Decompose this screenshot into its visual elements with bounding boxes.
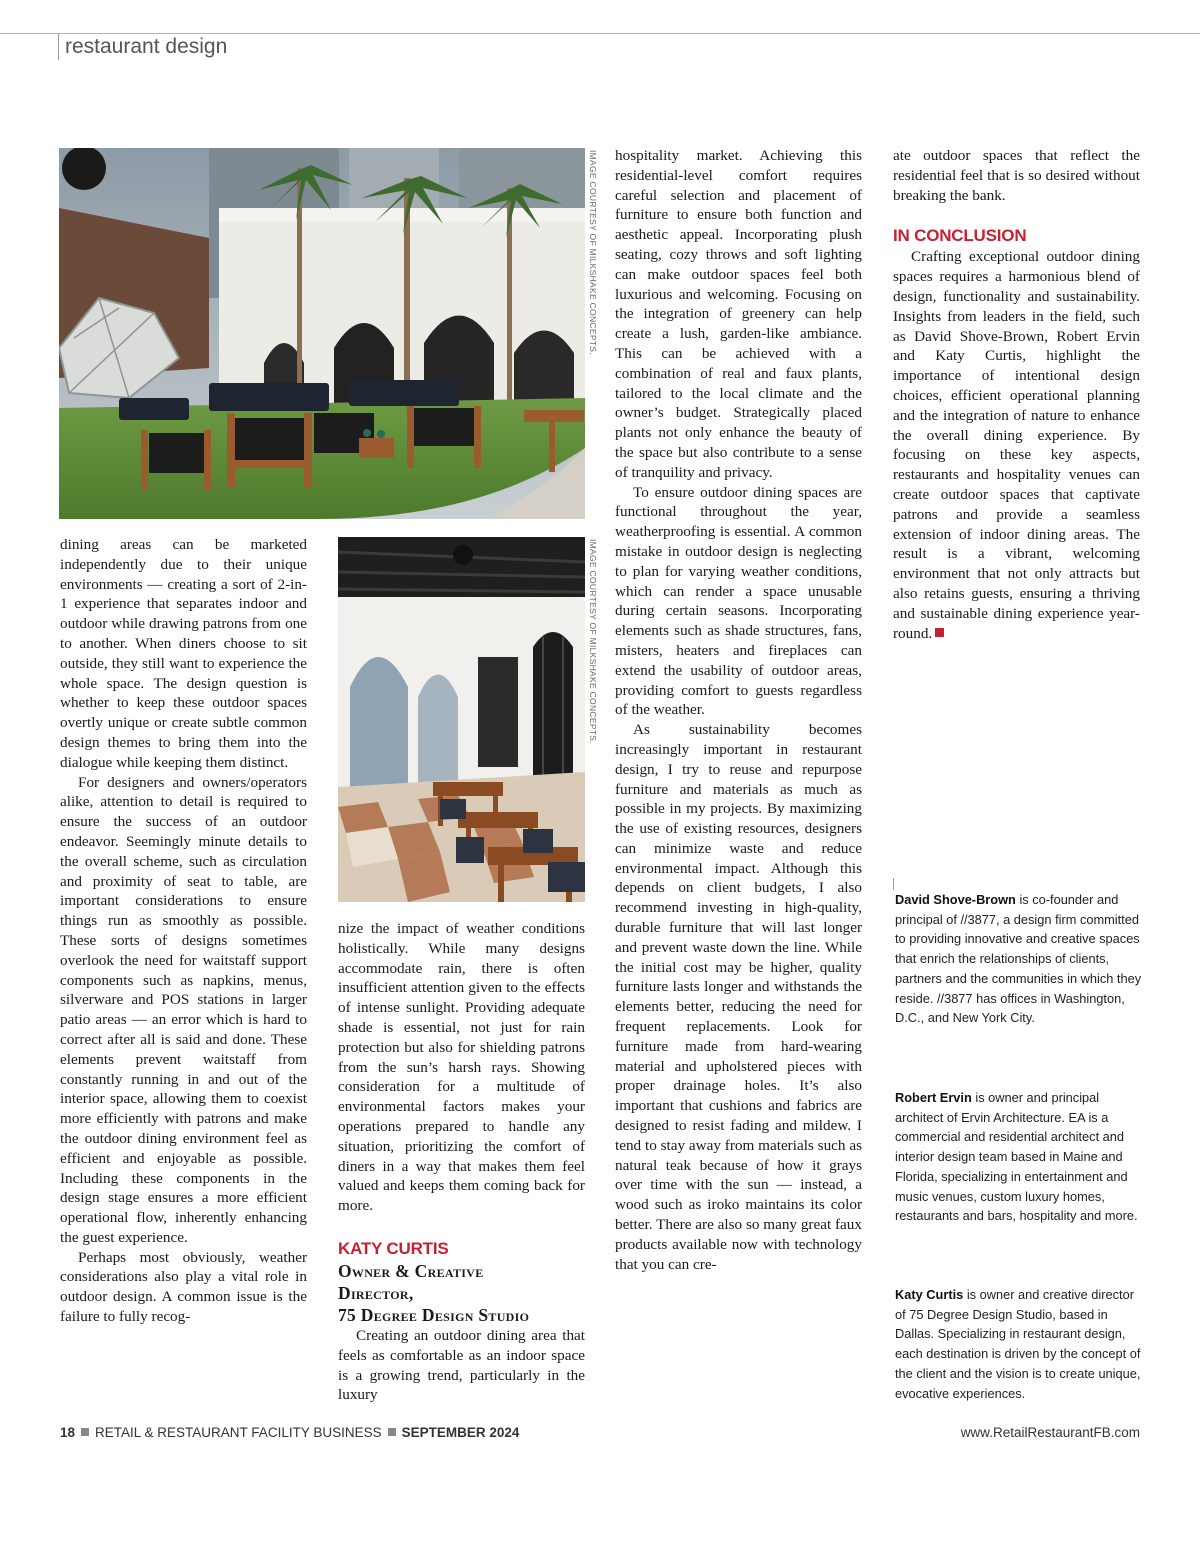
- col1-paragraph-3: Perhaps most obviously, weather considerations also play a vital role in outdoor design. A common issue is the failure to fully recog-: [60, 1248, 307, 1326]
- photo-credit-2: IMAGE COURTESY OF MILKSHAKE CONCEPTS.: [588, 539, 598, 744]
- col1-paragraph-2: For designers and owners/operators alike, attention to detail is required to ensure the success of an outdoor endeavor. Seemingly minute details to the overall scheme, such as circulation and proximity of seat to table, are important considerations to ensure things run as smoothly as possible. These sorts of designs sometimes overlook the need for waitstaff support components such as napkins, menus, silverware and POS stations in larger patio areas — an error which is hard to correct after all is said and done. These elements prevent waitstaff from constantly running in and out of the interior space, allowing them to coexist more efficiently with patrons and make the outdoor dining environment feel as efficient and enjoyable as possible. Including these components in the design stage ensures a more efficient operational flow, inherently enhancing the guest experience.: [60, 773, 307, 1246]
- column-3: [615, 146, 862, 1274]
- column-4: [893, 146, 1140, 643]
- arcade-photo-art: [338, 537, 585, 902]
- col3-paragraph-3: As sustainability becomes increasingly important in restaurant design, I try to reuse and repurpose furniture and materials as much as possible in my projects. By maximizing the use of existing resources, designers can minimize waste and reduce environmental impact. Although this depends on client budgets, I also recommend investing in high-quality, durable furniture that will last longer and prevent waste down the line. While the initial cost may be higher, quality furniture lasts longer and withstands the elements better, reducing the need for frequent replacements. Look for furniture made from hard-wearing material and upholstered pieces with proper drainage holes. It’s also important that cushions and fabrics are designed to resist fading and mildew. I tend to stay away from materials such as natural teak because of how it grays over time with the sun — instead, a wood such as iroko maintains its color better. There are also so many great faux products available now with technology that you can cre-: [615, 721, 862, 1273]
- katy-curtis-title-line-3: 75 Degree Design Studio: [338, 1304, 530, 1325]
- conclusion-heading: IN CONCLUSION: [893, 226, 1027, 246]
- bio-david-shove-brown: [895, 890, 1145, 1028]
- bio-text: is owner and creative director of 75 Degree Design Studio, based in Dallas. Specializing in restaurant design, each destination is driven by the concept of the client and the vision is to create unique, evocative experiences.: [895, 1287, 1141, 1401]
- photo-credit-1: IMAGE COURTESY OF MILKSHAKE CONCEPTS.: [588, 150, 598, 355]
- publication-name: RETAIL & RESTAURANT FACILITY BUSINESS: [95, 1425, 382, 1440]
- col2-paragraph-2: Creating an outdoor dining area that feels as comfortable as an indoor space is a growing trend, particularly in the luxury: [338, 1326, 585, 1404]
- end-mark-icon: [935, 628, 944, 637]
- bio-name: David Shove-Brown: [895, 892, 1016, 907]
- bio-text: is owner and principal architect of Ervin Architecture. EA is a commercial and residential architect and interior design team based in Maine and Florida, specializing in entertainment and music venues, custom luxury homes, restaurants and bars, hospitality and more.: [895, 1090, 1138, 1224]
- col3-paragraph-2: To ensure outdoor dining spaces are functional throughout the year, weatherproofing is essential. A common mistake in outdoor design is neglecting to plan for varying weather conditions, which can render a space unusable during certain seasons. Incorporating elements such as shade structures, fans, misters, heaters and fireplaces can extend the usability of outdoor areas, providing comfort to guests regardless of the weather.: [615, 483, 862, 719]
- footer-left: [60, 1425, 519, 1440]
- column-1: [60, 535, 307, 1327]
- bio-katy-curtis: [895, 1285, 1145, 1403]
- page-number: 18: [60, 1425, 76, 1440]
- bio-rule: [893, 878, 894, 890]
- katy-curtis-title-line-2: Director,: [338, 1282, 414, 1303]
- katy-curtis-title-line-1: Owner & Creative: [338, 1260, 484, 1281]
- patio-photo-art: [59, 148, 585, 519]
- bio-name: Katy Curtis: [895, 1287, 964, 1302]
- column-2: [338, 919, 585, 1405]
- arcade-photo: [338, 537, 585, 902]
- bio-robert-ervin: [895, 1088, 1145, 1226]
- col4-paragraph-2: [893, 247, 1140, 643]
- katy-curtis-heading: KATY CURTIS: [338, 1238, 449, 1258]
- col2-paragraph-1: nize the impact of weather conditions holistically. While many designs accommodate rain, there is often insufficient attention given to the effects of intense sunlight. Providing adequate shade is essential, not just for rain protection but also for shielding patrons from the sun’s harsh rays. Showing consideration for a multitude of environmental factors makes your operations prepared to handle any situation, prioritizing the comfort of diners in a way that makes them feel valued and keeps them coming back for more.: [338, 920, 585, 1215]
- col4-paragraph-1: ate outdoor spaces that reflect the residential feel that is so desired without breaking the bank.: [893, 147, 1140, 204]
- separator-square-icon: [81, 1428, 89, 1436]
- conclusion-text: Crafting exceptional outdoor dining spaces requires a harmonious blend of design, functionality and sustainability. Insights from leaders in the field, such as David Shove-Brown, Robert Ervin and Katy Curtis, highlight the importance of intentional design choices, efficient operational planning and the integration of nature to enhance the overall dining experience. By focusing on these key aspects, restaurants and hospitality venues can create outdoor spaces that captivate patrons and provide a seamless extension of indoor dining areas. The result is a vibrant, welcoming environment that not only attracts but also retains guests, ensuring a thriving and sustainable dining experience year-round.: [893, 248, 1140, 642]
- col1-paragraph-1: dining areas can be marketed independently due to their unique environments — creating a sort of 2-in-1 experience that separates indoor and outdoor while drawing patrons from one to another. When diners choose to sit outside, they still want to experience the whole space. The design question is whether to keep these outdoor spaces overtly unique or create subtle common design themes to bring them into the dialogue while keeping them distinct.: [60, 536, 307, 771]
- bio-text: is co-founder and principal of //3877, a design firm committed to providing innovative and creative spaces that enrich the relationships of clients, partners and the communities in which they reside. //3877 has offices in Washington, D.C., and New York City.: [895, 892, 1142, 1026]
- bio-name: Robert Ervin: [895, 1090, 972, 1105]
- patio-photo: [59, 148, 585, 519]
- footer-url[interactable]: www.RetailRestaurantFB.com: [960, 1425, 1140, 1440]
- separator-square-icon: [388, 1428, 396, 1436]
- issue-date: SEPTEMBER 2024: [401, 1425, 520, 1440]
- section-label: restaurant design: [58, 34, 227, 60]
- col3-paragraph-1: hospitality market. Achieving this residential-level comfort requires careful selection and placement of furniture to ensure both function and aesthetic appeal. Incorporating plush seating, cozy throws and soft lighting can make outdoor spaces feel both luxurious and welcoming. Focusing on the integration of greenery can help create a lush, garden-like ambiance. This can be achieved with a combination of real and faux plants, tailored to the local climate and the owner’s budget. Strategically placed plants not only enhance the beauty of the space but also contribute to a sense of tranquility and privacy.: [615, 147, 862, 481]
